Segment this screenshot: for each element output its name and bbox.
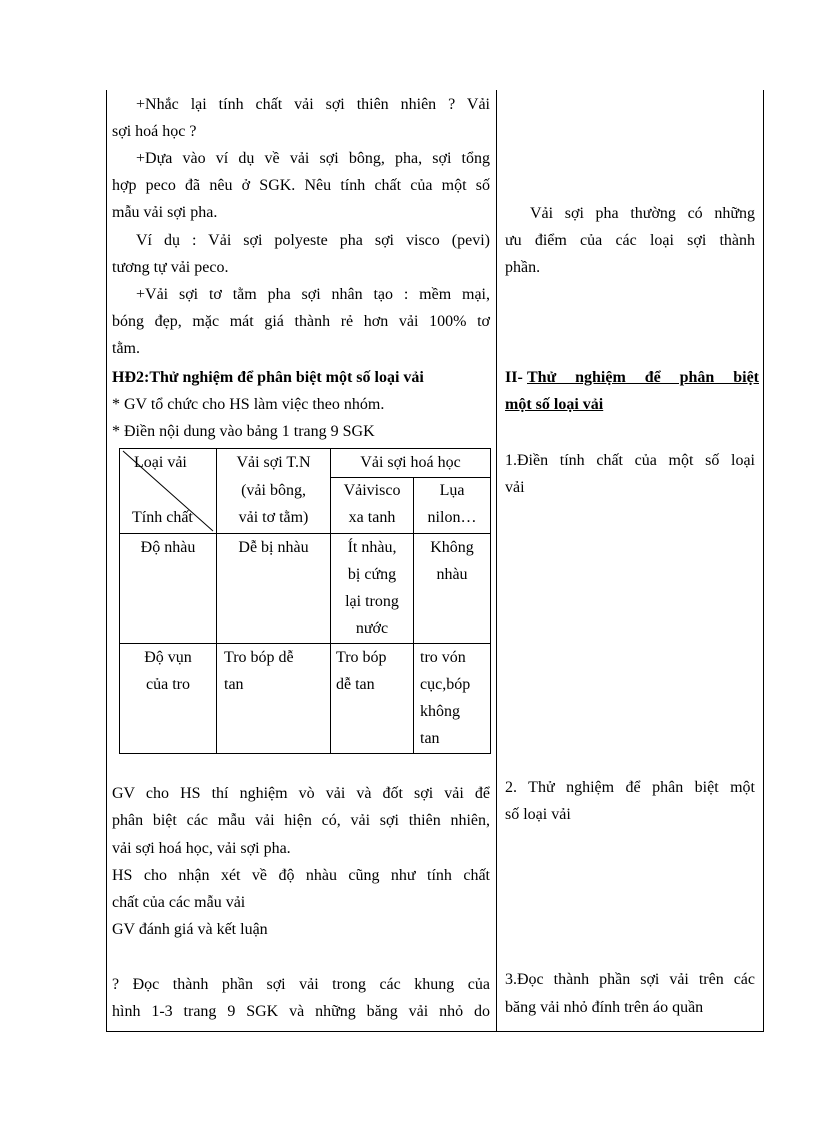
- paragraph-line: +Vải sợi tơ tằm pha sợi nhân tạo : mềm mại,: [136, 286, 490, 303]
- note-line: ưu điểm của các loại sợi thành: [505, 232, 755, 249]
- bullet-line: * Điền nội dung vào bảng 1 trang 9 SGK: [112, 423, 375, 440]
- frame-middle-border: [496, 90, 497, 1032]
- paragraph-line: chất của các mẫu vải: [112, 894, 246, 911]
- paragraph-line: HS cho nhận xét về độ nhàu cũng như tính chất: [112, 867, 490, 884]
- cell-visco-ash: dễ tan: [336, 676, 375, 693]
- cell-visco-wrinkle: Ít nhàu,: [347, 539, 397, 556]
- header-natural-fiber: vải tơ tằm): [238, 509, 309, 526]
- paragraph-line: +Dựa vào ví dụ về vải sợi bông, pha, sợi tổng: [136, 150, 490, 167]
- subsection-line: vải: [505, 479, 525, 496]
- frame-bottom-border: [106, 1031, 764, 1032]
- cell-silk-ash: cục,bóp: [420, 676, 471, 693]
- paragraph-line: Ví dụ : Vải sợi polyeste pha sợi visco (pevi): [136, 232, 490, 249]
- frame-left-border: [106, 90, 107, 1032]
- note-line: Vải sợi pha thường có những: [530, 205, 755, 222]
- subsection-line: 2. Thử nghiệm để phân biệt một: [505, 779, 755, 796]
- subsection-line: số loại vải: [505, 806, 571, 823]
- corner-label-fabric-type: Loại vải: [134, 454, 187, 471]
- paragraph-line: sợi hoá học ?: [112, 123, 197, 140]
- header-silk-nylon: Lụa: [439, 482, 465, 499]
- header-visco: Vảivisco: [343, 482, 401, 499]
- row-label-ash: của tro: [146, 676, 190, 693]
- cell-silk-ash: không: [420, 703, 460, 720]
- cell-visco-ash: Tro bóp: [336, 649, 387, 666]
- paragraph-line: +Nhắc lại tính chất vải sợi thiên nhiên ? Vải: [136, 96, 490, 113]
- subsection-line: 3.Đọc thành phần sợi vải trên các: [505, 971, 755, 988]
- paragraph-line: vải sợi hoá học, vải sợi pha.: [112, 840, 291, 857]
- header-natural-fiber: Vải sợi T.N: [236, 454, 311, 471]
- note-line: phần.: [505, 259, 541, 276]
- subsection-line: băng vải nhỏ đính trên áo quần: [505, 999, 704, 1016]
- paragraph-line: hợp peco đã nêu ở SGK. Nêu tính chất của một số: [112, 177, 490, 194]
- cell-visco-wrinkle: lại trong: [345, 593, 399, 610]
- question-line: ? Đọc thành phần sợi vải trong các khung của: [112, 976, 490, 993]
- header-chemical-fiber: Vải sợi hoá học: [360, 454, 461, 471]
- header-silk-nylon: nilon…: [427, 509, 477, 526]
- paragraph-line: bóng đẹp, mặc mát giá thành rẻ hơn vải 100% tơ: [112, 313, 490, 330]
- cell-natural-wrinkle: Dễ bị nhàu: [238, 539, 309, 556]
- section-heading-ii-prefix: II-: [505, 369, 523, 386]
- section-heading-hd2: HĐ2:Thử nghiệm để phân biệt một số loại vải: [112, 369, 424, 386]
- paragraph-line: mẫu vải sợi pha.: [112, 204, 218, 221]
- row-label-ash: Độ vụn: [144, 649, 192, 666]
- subsection-line: 1.Điền tính chất của một số loại: [505, 452, 755, 469]
- section-heading-ii-line2: một số loại vải: [505, 396, 604, 413]
- paragraph-line: GV đánh giá và kết luận: [112, 921, 268, 938]
- header-natural-fiber: (vải bông,: [241, 482, 306, 499]
- fabric-properties-table: [119, 448, 491, 754]
- question-line: hình 1-3 trang 9 SGK và những băng vải nhỏ do: [112, 1003, 490, 1020]
- frame-right-border: [763, 90, 764, 1032]
- paragraph-line: phân biệt các mẫu vải hiện có, vải sợi thiên nhiên,: [112, 812, 490, 829]
- bullet-line: * GV tổ chức cho HS làm việc theo nhóm.: [112, 396, 385, 413]
- cell-silk-wrinkle: Không: [430, 539, 474, 556]
- cell-silk-ash: tan: [420, 730, 440, 747]
- cell-natural-ash: tan: [224, 676, 244, 693]
- paragraph-line: tằm.: [112, 340, 140, 357]
- paragraph-line: tương tự vải peco.: [112, 259, 229, 276]
- section-heading-ii: Thử nghiệm để phân biệt: [527, 369, 759, 386]
- cell-silk-wrinkle: nhàu: [436, 566, 468, 583]
- header-visco: xa tanh: [348, 509, 396, 526]
- paragraph-line: GV cho HS thí nghiệm vò vải và đốt sợi vải để: [112, 785, 490, 802]
- row-label-wrinkle: Độ nhàu: [140, 539, 196, 556]
- cell-visco-wrinkle: bị cứng: [347, 566, 397, 583]
- cell-natural-ash: Tro bóp dễ: [224, 649, 294, 666]
- cell-silk-ash: tro vón: [420, 649, 466, 666]
- cell-visco-wrinkle: nước: [355, 620, 389, 637]
- corner-label-property: Tính chất: [132, 509, 193, 526]
